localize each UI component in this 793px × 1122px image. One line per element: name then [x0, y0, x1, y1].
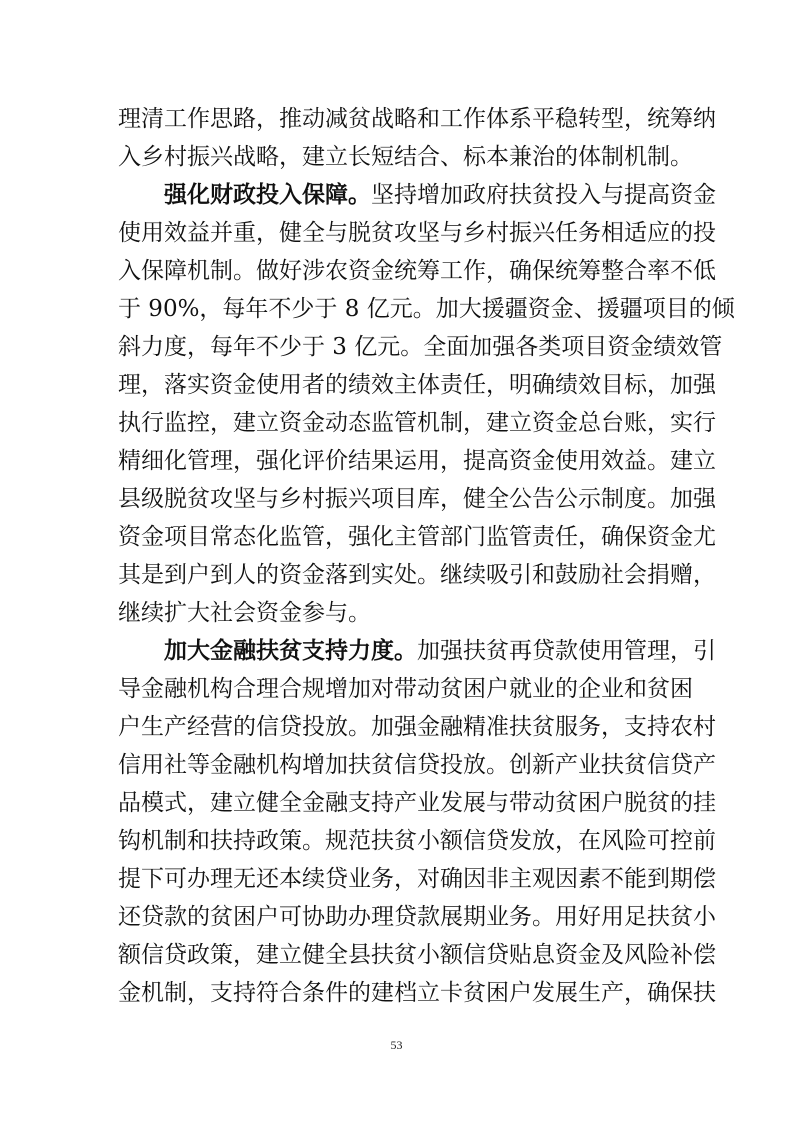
paragraph-line: 品模式，建立健全金融支持产业发展与带动贫困户脱贫的挂: [118, 790, 716, 816]
paragraph-line: 导金融机构合理合规增加对带动贫困户就业的企业和贫困: [118, 676, 693, 702]
page-number: 53: [390, 1038, 403, 1052]
paragraph-heading-line: [164, 633, 716, 669]
paragraph-line: 提下可办理无还本续贷业务，对确因非主观因素不能到期偿: [118, 866, 716, 892]
paragraph-line: 斜力度，每年不少于 3 亿元。全面加强各类项目资金绩效管: [118, 334, 723, 360]
paragraph-text: 坚持增加政府扶贫投入与提高资金: [371, 182, 716, 208]
paragraph-line: 使用效益并重，健全与脱贫攻坚与乡村振兴任务相适应的投: [118, 220, 716, 246]
paragraph-line: 户生产经营的信贷投放。加强金融精准扶贫服务，支持农村: [118, 714, 716, 740]
paragraph-line: 精细化管理，强化评价结果运用，提高资金使用效益。建立: [118, 448, 716, 474]
paragraph-line: 金机制，支持符合条件的建档立卡贫困户发展生产，确保扶: [118, 980, 716, 1006]
paragraph-line: 信用社等金融机构增加扶贫信贷投放。创新产业扶贫信贷产: [118, 752, 716, 778]
paragraph-line: 继续扩大社会资金参与。: [118, 600, 371, 626]
paragraph-line: 资金项目常态化监管，强化主管部门监管责任，确保资金尤: [118, 524, 716, 550]
section-heading-finance-support: 加大金融扶贫支持力度。: [164, 637, 417, 664]
paragraph-line: 钩机制和扶持政策。规范扶贫小额信贷发放，在风险可控前: [118, 828, 716, 854]
paragraph-line: 理，落实资金使用者的绩效主体责任，明确绩效目标，加强: [118, 372, 716, 398]
paragraph-line: 还贷款的贫困户可协助办理贷款展期业务。用好用足扶贫小: [118, 904, 716, 930]
paragraph-line: 其是到户到人的资金落到实处。继续吸引和鼓励社会捐赠，: [118, 562, 716, 588]
paragraph-line: 额信贷政策，建立健全县扶贫小额信贷贴息资金及风险补偿: [118, 942, 716, 968]
paragraph-line: 入保障机制。做好涉农资金统筹工作，确保统筹整合率不低: [118, 258, 716, 284]
paragraph-line: 县级脱贫攻坚与乡村振兴项目库，健全公告公示制度。加强: [118, 486, 716, 512]
paragraph-line: 理清工作思路，推动减贫战略和工作体系平稳转型，统筹纳: [118, 106, 716, 132]
section-heading-finance-guarantee: 强化财政投入保障。: [164, 181, 371, 208]
paragraph-text: 加强扶贫再贷款使用管理，引: [417, 638, 716, 664]
paragraph-heading-line: [164, 177, 716, 213]
paragraph-line: 于 90%，每年不少于 8 亿元。加大援疆资金、援疆项目的倾: [118, 296, 735, 322]
paragraph-line: 执行监控，建立资金动态监管机制，建立资金总台账，实行: [118, 410, 716, 436]
paragraph-line: 入乡村振兴战略，建立长短结合、标本兼治的体制机制。: [118, 144, 693, 170]
